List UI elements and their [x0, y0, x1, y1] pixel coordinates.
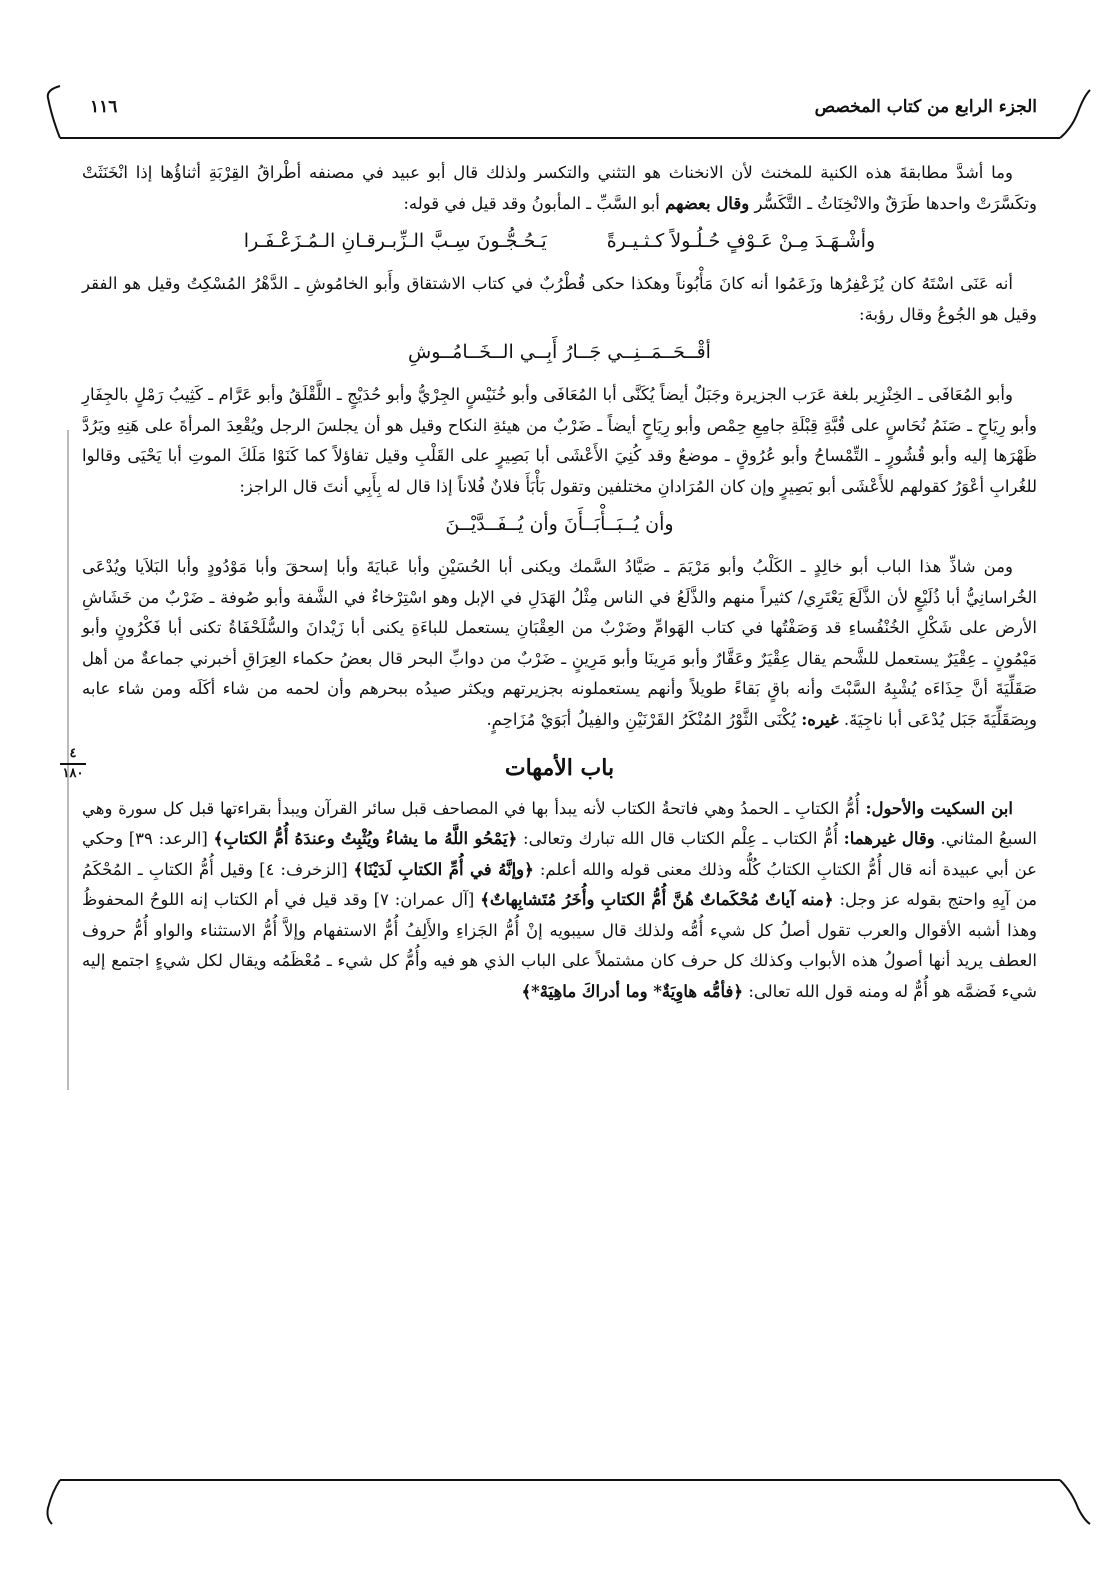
- margin-ref-bottom: ١٨٠: [62, 766, 84, 781]
- verse-line: وأن يُــبَــأْبَــأَنَ وأن يُــفَــدَّيْــنَ: [445, 513, 674, 535]
- quran-quote: ﴿وإنَّهُ في أُمِّ الكتابِ لَدَيْنَا﴾: [353, 859, 534, 879]
- page-number: ١١٦: [90, 97, 118, 117]
- margin-ref-top: ٤: [69, 746, 77, 761]
- paragraph: ومن شاذِّ هذا الباب أبو خالِدٍ ـ الكَلْبُ وأبو مَرْيَمَ ـ صَيَّادُ السَّمك ويكنى أبا الحُسَيْنِ وأبا عَبايَةَ وأبا إسحقَ وأبا مَوْدُودٍ وأبا البَلاَيا ويُدْعَى الخُراسانِيُّ أبا ذُلَيْعٍ لأن الذَّلَعَ يَعْتَرِي/ كثيراً منهم والذَّلَعُ في الناس مِثْلُ الهَدَلِ في الإبل وهو اسْتِرْخاءٌ في الشَّفة وأبو صُوفة ـ ضَرْبٌ من خَشَاشِ الأرض على شَكْلِ الخُنْفُساءِ قد وَصَفْتُها في كتاب الهَوامِّ وضَرْبٌ من العِقْبَانِ يستعمل للباءَةِ يكنى أبا زَيْدانَ والسُّلَحْفَاةُ تكنى أبا فَكْرُونٍ وأبو مَيْمُونٍ ـ عِقْيَرٌ يستعمل للشَّحم يقال عِقْيَرٌ وعَقَّارٌ وأبو مَرِينَا وأبو مَرِينٍ ـ ضَرْبٌ من دوابِّ البحر قال بعضُ حكماء العِرَاقِ أخبرني جماعةٌ من أهل صَقَلِّيَةَ أنَّ حِذَاءَه يُشْبِهُ السَّبْتَ وأنه باقٍ بَقاءً طويلاً وأنهم يستعملونه بجزيرتهم ويكثر صيدُه ببحرهم وأن لحمه من شاء أكَلَه ومن شاء عابه وبِصَقَلِّيَةَ جَبَل يُدْعَى أبا ناجِيَةَ. غيره: يُكْنَى الثَّوْرُ المُنْكَرُ القَرْنَيْنِ والفِيلُ أبَوَيْ مُزَاحِمٍ.: [82, 557, 1037, 729]
- paragraph: أنه عَنَى اسْتَهُ كان يُزَعْفِرُها وزَعَمُوا أنه كانَ مَأْبُوناً وهكذا حكى قُطْرُبٌ في كتاب الاشتقاق وأَبو الخامُوشِ ـ الدَّهْرُ المُسْكِتُ وقيل هو الفقر وقيل هو الجُوعُ وقال رؤبة:: [82, 274, 1037, 324]
- quran-quote: ﴿فأمُّه هاوِيَةٌ* وما أدراكَ ماهِيَهْ*﴾: [521, 981, 744, 1001]
- paragraph: وأبو المُعَافَى ـ الخِنْزِير بلغة عَرَب الجزيرة وجَبَلٌ أيضاً يُكَنَّى أبا المُعَافَى وأبو خُنَيْسٍ الجِرْيُّ وأبو حُدَيْجٍ ـ اللَّقْلَقُ وأبو عَرَّام ـ كَثِيبُ رَمْلٍ بالجِفَارِ وأبو رِيَاحٍ ـ صَنَمُ نُحَاسٍ على قُبَّةِ قِبْلَةِ جامِعِ حِمْص وأبو رِيَاحٍ أيضاً ـ ضَرْبٌ من هيئةِ النكاح وقيل هو أن يجلسَ الرجل ويُقْعِدَ المرأةَ على هَنِهِ ويَرُدَّ ظَهْرَها إليه وأبو قُشُورٍ ـ التِّمْساحُ وأبو عُرُوقٍ ـ موضعٌ وقد كُنِيَ الأَعْشَى أبا بَصِيرٍ على القَلْبِ وقيل تفاؤلاً كما كَنَوْا مَلَكَ الموتِ أبا يَحْيَى وقالوا للغُرابِ أعْوَرُ كقولهم للأَعْشَى أبو بَصِيرٍ وإن كان المُرَادانِ مختلفين وتقول بَأْبَأَ فلانٌ فُلاناً إذا قال له بِأَبِي أنتَ قال الراجز:: [82, 385, 1037, 496]
- verse-hemistich: وأشْـهَـدَ مِـنْ عَـوْفٍ حُـلُـولاً كـثـيـرةً: [606, 230, 876, 252]
- quran-quote: ﴿يَمْحُو اللَّهُ ما يشاءُ ويُثْبِتُ وعندَهُ أُمُّ الكتابِ﴾: [213, 829, 518, 848]
- verse-couplet: [82, 225, 1037, 257]
- paragraph: ابن السكيت والأحول: أُمُّ الكتابِ ـ الحمدُ وهي فاتحةُ الكتاب لأنه يبدأ بها في المصاحف قبل سائر القرآن ويبدأ بقراءتها قبل كل سورة وهي السبعُ المثاني. وقال غيرهما: أُمُّ الكتاب ـ عِلْم الكتاب قال الله تبارك وتعالى: ﴿يَمْحُو اللَّهُ ما يشاءُ ويُثْبِتُ وعندَهُ أُمُّ الكتابِ﴾ [الرعد: ٣٩] وحكي عن أبي عبيدة أنه قال أُمُّ الكتابِ الكتابُ كُلُّه وذلك معنى قوله والله أعلم: ﴿وإنَّهُ في أُمِّ الكتابِ لَدَيْنَا﴾ [الزخرف: ٤] وقيل أُمُّ الكتابِ ـ المُحْكَمُ من آيِهِ واحتج بقوله عز وجل: ﴿منه آياتٌ مُحْكَماتٌ هُنَّ أُمُّ الكتابِ وأُخَرُ مُتَشابِهاتٌ﴾ [آل عمران: ٧] وقد قيل في أم الكتاب إنه اللوحُ المحفوظُ وهذا أشبه الأقوال والعرب تقول أصلُ كل شيء أُمُّه ولذلك قال سيبويه إنْ أُمُّ الجَزاءِ والأَلِفُ أُمُّ الاستفهام وإلاَّ أُمُّ الاستثناء والواو أُمُّ حروف العطف يريد أنها أصولُ هذه الأبواب وكذلك كل حرف كان مشتملاً على الباب الذي هو فيه وأُمُّ كل شيء ـ مُعْظَمُه ويقال لكل شيءٍ اجتمع إليه شيء فَضمَّه هو أُمٌّ له ومنه قول الله تعالى: ﴿فأمُّه هاوِيَةٌ* وما أدراكَ ماهِيَهْ*﴾: [82, 798, 1038, 1001]
- quran-quote: ﴿منه آياتٌ مُحْكَماتٌ هُنَّ أُمُّ الكتابِ وأُخَرُ مُتَشابِهاتٌ﴾: [480, 890, 834, 909]
- section-heading: باب الأمهات: [504, 755, 615, 781]
- verse-line: أقْــحَــمَــنِــي جَــارُ أَبِــي الــخَــامُــوشِ: [408, 341, 711, 363]
- book-title: الجزء الرابع من كتاب المخصص: [814, 97, 1037, 117]
- page-header: [90, 92, 1037, 122]
- paragraph: وما أشدَّ مطابقةَ هذه الكنية للمخنث لأن الانخناث هو التثني والتكسر ولذلك قال أبو عبيد في مصنفه أطْراقُ القِرْبَةِ أثناؤُها إذا انْخَنَثَتْ وتكَسَّرَتْ واحدها طَرَقٌ والانْخِنَاثُ ـ التَّكَسُّر وقال بعضهم أبو السَّبِّ ـ المأبونُ وقد قيل في قوله:: [82, 163, 1037, 213]
- verse-hemistich: يَـحُـجُّـونَ سِـبَّ الـزِّبـرقـانِ الـمُـزَعْـفَـرا: [243, 230, 547, 252]
- page-body: [82, 158, 1037, 1013]
